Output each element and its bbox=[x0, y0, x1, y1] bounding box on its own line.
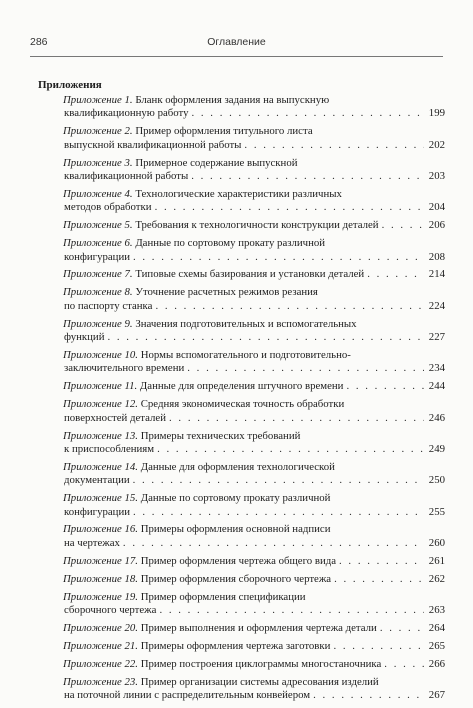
page-ref: 202 bbox=[428, 138, 445, 151]
page-ref: 244 bbox=[428, 380, 445, 393]
toc-entry-last-line bbox=[38, 412, 445, 425]
page-ref: 263 bbox=[428, 604, 445, 616]
toc-entry-first-line bbox=[38, 492, 445, 505]
toc-entry-text-line bbox=[64, 331, 104, 344]
toc-entry-text: квалификационной работы bbox=[64, 170, 189, 183]
toc-list bbox=[38, 94, 445, 707]
toc-entry-text: Примерное содержание выпускной bbox=[135, 156, 298, 169]
toc-entry-label: Приложение 18. bbox=[63, 572, 138, 585]
dot-leader bbox=[187, 362, 424, 375]
toc-entry-text-line bbox=[64, 443, 154, 456]
page-ref: 246 bbox=[428, 411, 445, 424]
toc-entry[interactable] bbox=[38, 349, 445, 376]
toc-entry-first-line bbox=[38, 349, 445, 362]
page-number: 286 bbox=[30, 36, 48, 48]
dot-leader bbox=[169, 412, 424, 425]
section-title: Приложения bbox=[38, 79, 102, 91]
page-ref: 206 bbox=[428, 219, 445, 232]
toc-entry-text-line bbox=[64, 604, 156, 617]
toc-entry-text: поверхностей деталей bbox=[64, 411, 167, 424]
toc-entry-label: Приложение 3. bbox=[63, 156, 133, 169]
dot-leader bbox=[384, 658, 424, 671]
dot-leader bbox=[159, 604, 424, 617]
toc-entry-text-line bbox=[63, 573, 331, 586]
dot-leader bbox=[192, 107, 425, 120]
toc-entry-label: Приложение 17. bbox=[63, 554, 138, 567]
toc-entry[interactable] bbox=[38, 555, 445, 568]
toc-entry-text: Пример оформления титульного листа bbox=[135, 125, 313, 138]
toc-entry-text: Значения подготовительных и вспомогательных bbox=[135, 317, 357, 330]
toc-entry[interactable] bbox=[38, 430, 445, 457]
toc-entry-label: Приложение 14. bbox=[63, 460, 138, 473]
toc-entry-first-line bbox=[38, 125, 445, 138]
toc-entry-text: Бланк оформления задания на выпускную bbox=[135, 94, 330, 106]
dot-leader bbox=[244, 139, 424, 152]
toc-entry-text-line bbox=[64, 300, 152, 313]
toc-entry-last-line bbox=[38, 689, 445, 702]
toc-entry-last-line bbox=[38, 640, 445, 653]
page-ref: 250 bbox=[428, 474, 445, 487]
toc-entry-text: заключительного времени bbox=[64, 362, 185, 375]
toc-entry-text-line bbox=[64, 506, 130, 519]
toc-entry-text-line bbox=[63, 380, 343, 393]
page-ref: 224 bbox=[428, 299, 445, 312]
toc-entry-text: Уточнение расчетных режимов резания bbox=[135, 286, 318, 299]
toc-entry-text-line bbox=[64, 170, 188, 183]
toc-entry-label: Приложение 4. bbox=[63, 187, 133, 200]
page-ref: 208 bbox=[428, 250, 445, 263]
toc-entry-first-line bbox=[38, 461, 445, 474]
toc-entry-text-line bbox=[64, 412, 166, 425]
toc-entry-text: Данные для определения штучного времени bbox=[139, 380, 344, 393]
toc-entry-text-line bbox=[64, 139, 241, 152]
toc-entry-last-line bbox=[38, 506, 445, 519]
toc-entry-last-line bbox=[38, 107, 445, 120]
page-ref: 214 bbox=[428, 268, 445, 281]
toc-entry-text: по паспорту станка bbox=[64, 299, 153, 312]
toc-entry-text: Пример организации системы адресования изделий bbox=[140, 675, 379, 688]
toc-entry[interactable] bbox=[38, 640, 445, 653]
toc-entry-last-line bbox=[38, 537, 445, 550]
dot-leader bbox=[380, 622, 424, 635]
dot-leader bbox=[123, 537, 424, 550]
toc-entry-text: Пример построения циклограммы многостаночника bbox=[140, 657, 382, 670]
toc-entry-label: Приложение 23. bbox=[63, 675, 138, 688]
toc-entry-text-line bbox=[63, 219, 379, 232]
toc-entry-text-line bbox=[64, 537, 120, 550]
toc-entry-text: Типовые схемы базирования и установки деталей bbox=[135, 268, 365, 281]
toc-entry[interactable] bbox=[38, 286, 445, 313]
dot-leader bbox=[155, 300, 424, 313]
toc-entry[interactable] bbox=[38, 268, 445, 281]
toc-entry-text-line bbox=[63, 640, 330, 653]
toc-entry-label: Приложение 13. bbox=[63, 429, 138, 442]
toc-entry-text: сборочного чертежа bbox=[64, 604, 157, 616]
page-ref: 262 bbox=[428, 572, 445, 585]
toc-entry-text: на чертежах bbox=[64, 536, 120, 549]
toc-entry[interactable] bbox=[38, 461, 445, 488]
page-ref: 260 bbox=[428, 536, 445, 549]
toc-entry-text-line bbox=[64, 107, 189, 120]
dot-leader bbox=[382, 219, 424, 232]
page-ref: 264 bbox=[428, 621, 445, 634]
toc-entry-last-line bbox=[38, 201, 445, 214]
toc-entry-first-line bbox=[38, 318, 445, 331]
toc-entry[interactable] bbox=[38, 219, 445, 232]
toc-entry-last-line bbox=[38, 555, 445, 568]
toc-entry-text: выпускной квалификационной работы bbox=[64, 138, 242, 151]
dot-leader bbox=[107, 331, 424, 344]
dot-leader bbox=[334, 573, 424, 586]
toc-entry-first-line bbox=[38, 591, 445, 604]
toc-entry-first-line bbox=[38, 237, 445, 250]
page-ref: 204 bbox=[428, 201, 445, 214]
toc-entry-text-line bbox=[64, 251, 130, 264]
dot-leader bbox=[155, 201, 424, 214]
toc-entry[interactable] bbox=[38, 380, 445, 393]
toc-entry-first-line bbox=[38, 430, 445, 443]
toc-entry-label: Приложение 11. bbox=[63, 380, 138, 393]
toc-entry-first-line bbox=[38, 676, 445, 689]
toc-entry-text: документации bbox=[64, 474, 130, 487]
toc-entry-first-line bbox=[38, 398, 445, 411]
toc-entry-last-line bbox=[38, 170, 445, 183]
toc-entry-last-line bbox=[38, 622, 445, 635]
toc-entry-label: Приложение 1. bbox=[63, 94, 133, 106]
toc-entry-label: Приложение 15. bbox=[63, 492, 138, 505]
dot-leader bbox=[367, 268, 424, 281]
toc-entry-text-line bbox=[63, 555, 336, 568]
toc-entry-label: Приложение 20. bbox=[63, 621, 138, 634]
toc-entry-label: Приложение 16. bbox=[63, 523, 138, 536]
toc-entry-text-line bbox=[64, 474, 130, 487]
toc-entry[interactable] bbox=[38, 157, 445, 184]
toc-entry-last-line bbox=[38, 300, 445, 313]
toc-entry-text: Пример оформления сборочного чертежа bbox=[140, 572, 332, 585]
toc-entry[interactable] bbox=[38, 94, 445, 121]
toc-entry[interactable] bbox=[38, 523, 445, 550]
toc-entry-label: Приложение 19. bbox=[63, 590, 138, 603]
toc-entry-label: Приложение 9. bbox=[63, 317, 133, 330]
toc-entry[interactable] bbox=[38, 125, 445, 152]
toc-entry-label: Приложение 5. bbox=[63, 219, 133, 232]
page-ref: 267 bbox=[428, 689, 445, 702]
toc-entry-text: квалификационную работу bbox=[64, 107, 189, 120]
toc-entry-text: Пример оформления чертежа общего вида bbox=[140, 554, 337, 567]
toc-entry-last-line bbox=[38, 362, 445, 375]
toc-entry-first-line bbox=[38, 188, 445, 201]
page-ref: 255 bbox=[428, 505, 445, 518]
toc-entry[interactable] bbox=[38, 658, 445, 671]
toc-entry-last-line bbox=[38, 331, 445, 344]
toc-entry-last-line bbox=[38, 219, 445, 232]
toc-entry-label: Приложение 12. bbox=[63, 398, 138, 411]
page-ref: 249 bbox=[428, 442, 445, 455]
dot-leader bbox=[133, 506, 424, 519]
toc-entry-label: Приложение 7. bbox=[63, 268, 133, 281]
toc-entry-text: Данные по сортовому прокату различной bbox=[140, 492, 331, 505]
toc-entry-last-line bbox=[38, 604, 445, 617]
page-ref: 266 bbox=[428, 657, 445, 670]
toc-entry-text: на поточной линии с распределительным конвейером bbox=[64, 689, 311, 702]
toc-entry-text: конфигурации bbox=[64, 505, 130, 518]
page-header bbox=[30, 36, 443, 52]
toc-entry-text: Данные для оформления технологической bbox=[140, 460, 335, 473]
dot-leader bbox=[346, 380, 424, 393]
toc-entry-label: Приложение 2. bbox=[63, 125, 133, 138]
toc-entry-text: Нормы вспомогательного и подготовительно- bbox=[140, 349, 351, 361]
toc-entry-text: Пример выполнения и оформления чертежа детали bbox=[140, 621, 377, 634]
toc-entry-text: Данные по сортовому прокату различной bbox=[135, 237, 326, 250]
toc-entry-text: Требования к технологичности конструкции деталей bbox=[135, 219, 379, 232]
toc-entry-text: Примеры оформления основной надписи bbox=[140, 523, 331, 536]
toc-entry-last-line bbox=[38, 139, 445, 152]
dot-leader bbox=[313, 689, 424, 702]
toc-entry[interactable] bbox=[38, 492, 445, 519]
toc-entry[interactable] bbox=[38, 398, 445, 425]
toc-entry-text: Средняя экономическая точность обработки bbox=[140, 398, 345, 411]
page-ref: 234 bbox=[428, 362, 445, 375]
header-rule bbox=[30, 56, 443, 57]
toc-entry-text: Примеры технических требований bbox=[140, 429, 301, 442]
toc-entry[interactable] bbox=[38, 622, 445, 635]
toc-entry-first-line bbox=[38, 286, 445, 299]
toc-entry-label: Приложение 6. bbox=[63, 237, 133, 250]
toc-entry-last-line bbox=[38, 658, 445, 671]
dot-leader bbox=[133, 474, 424, 487]
toc-entry-text-line bbox=[64, 362, 184, 375]
toc-entry-first-line bbox=[38, 157, 445, 170]
page-ref: 261 bbox=[428, 554, 445, 567]
dot-leader bbox=[157, 443, 424, 456]
toc-entry-text: Примеры оформления чертежа заготовки bbox=[140, 639, 331, 652]
toc-entry-text: к приспособлениям bbox=[64, 442, 155, 455]
toc-entry-last-line bbox=[38, 474, 445, 487]
dot-leader bbox=[133, 251, 424, 264]
toc-entry[interactable] bbox=[38, 591, 445, 618]
toc-entry-first-line bbox=[38, 94, 445, 107]
toc-entry[interactable] bbox=[38, 676, 445, 703]
toc-entry-last-line bbox=[38, 380, 445, 393]
toc-entry[interactable] bbox=[38, 573, 445, 586]
page-ref: 265 bbox=[428, 639, 445, 652]
toc-entry[interactable] bbox=[38, 188, 445, 215]
dot-leader bbox=[339, 555, 424, 568]
toc-entry-last-line bbox=[38, 443, 445, 456]
toc-entry[interactable] bbox=[38, 318, 445, 345]
toc-entry-label: Приложение 22. bbox=[63, 657, 138, 670]
running-title: Оглавление bbox=[207, 36, 266, 48]
toc-entry-label: Приложение 21. bbox=[63, 639, 138, 652]
toc-entry-label: Приложение 8. bbox=[63, 286, 133, 299]
toc-entry-text: функций bbox=[64, 331, 105, 344]
toc-entry-last-line bbox=[38, 268, 445, 281]
toc-entry-text: Технологические характеристики различных bbox=[135, 187, 342, 200]
toc-entry-text: Пример оформления спецификации bbox=[140, 590, 306, 603]
toc-entry-text-line bbox=[64, 689, 310, 702]
toc-entry-text-line bbox=[64, 201, 152, 214]
page-ref: 203 bbox=[428, 170, 445, 183]
toc-entry-text: методов обработки bbox=[64, 201, 152, 214]
toc-entry-last-line bbox=[38, 251, 445, 264]
toc-entry-text-line bbox=[63, 268, 364, 281]
page-ref: 199 bbox=[428, 107, 445, 120]
page-ref: 227 bbox=[428, 331, 445, 344]
toc-entry-text-line bbox=[63, 658, 381, 671]
toc-entry-text: конфигурации bbox=[64, 250, 130, 263]
dot-leader bbox=[333, 640, 424, 653]
dot-leader bbox=[191, 170, 424, 183]
toc-entry-label: Приложение 10. bbox=[63, 349, 138, 361]
toc-entry-text-line bbox=[63, 622, 377, 635]
toc-entry-last-line bbox=[38, 573, 445, 586]
toc-entry[interactable] bbox=[38, 237, 445, 264]
toc-entry-first-line bbox=[38, 523, 445, 536]
